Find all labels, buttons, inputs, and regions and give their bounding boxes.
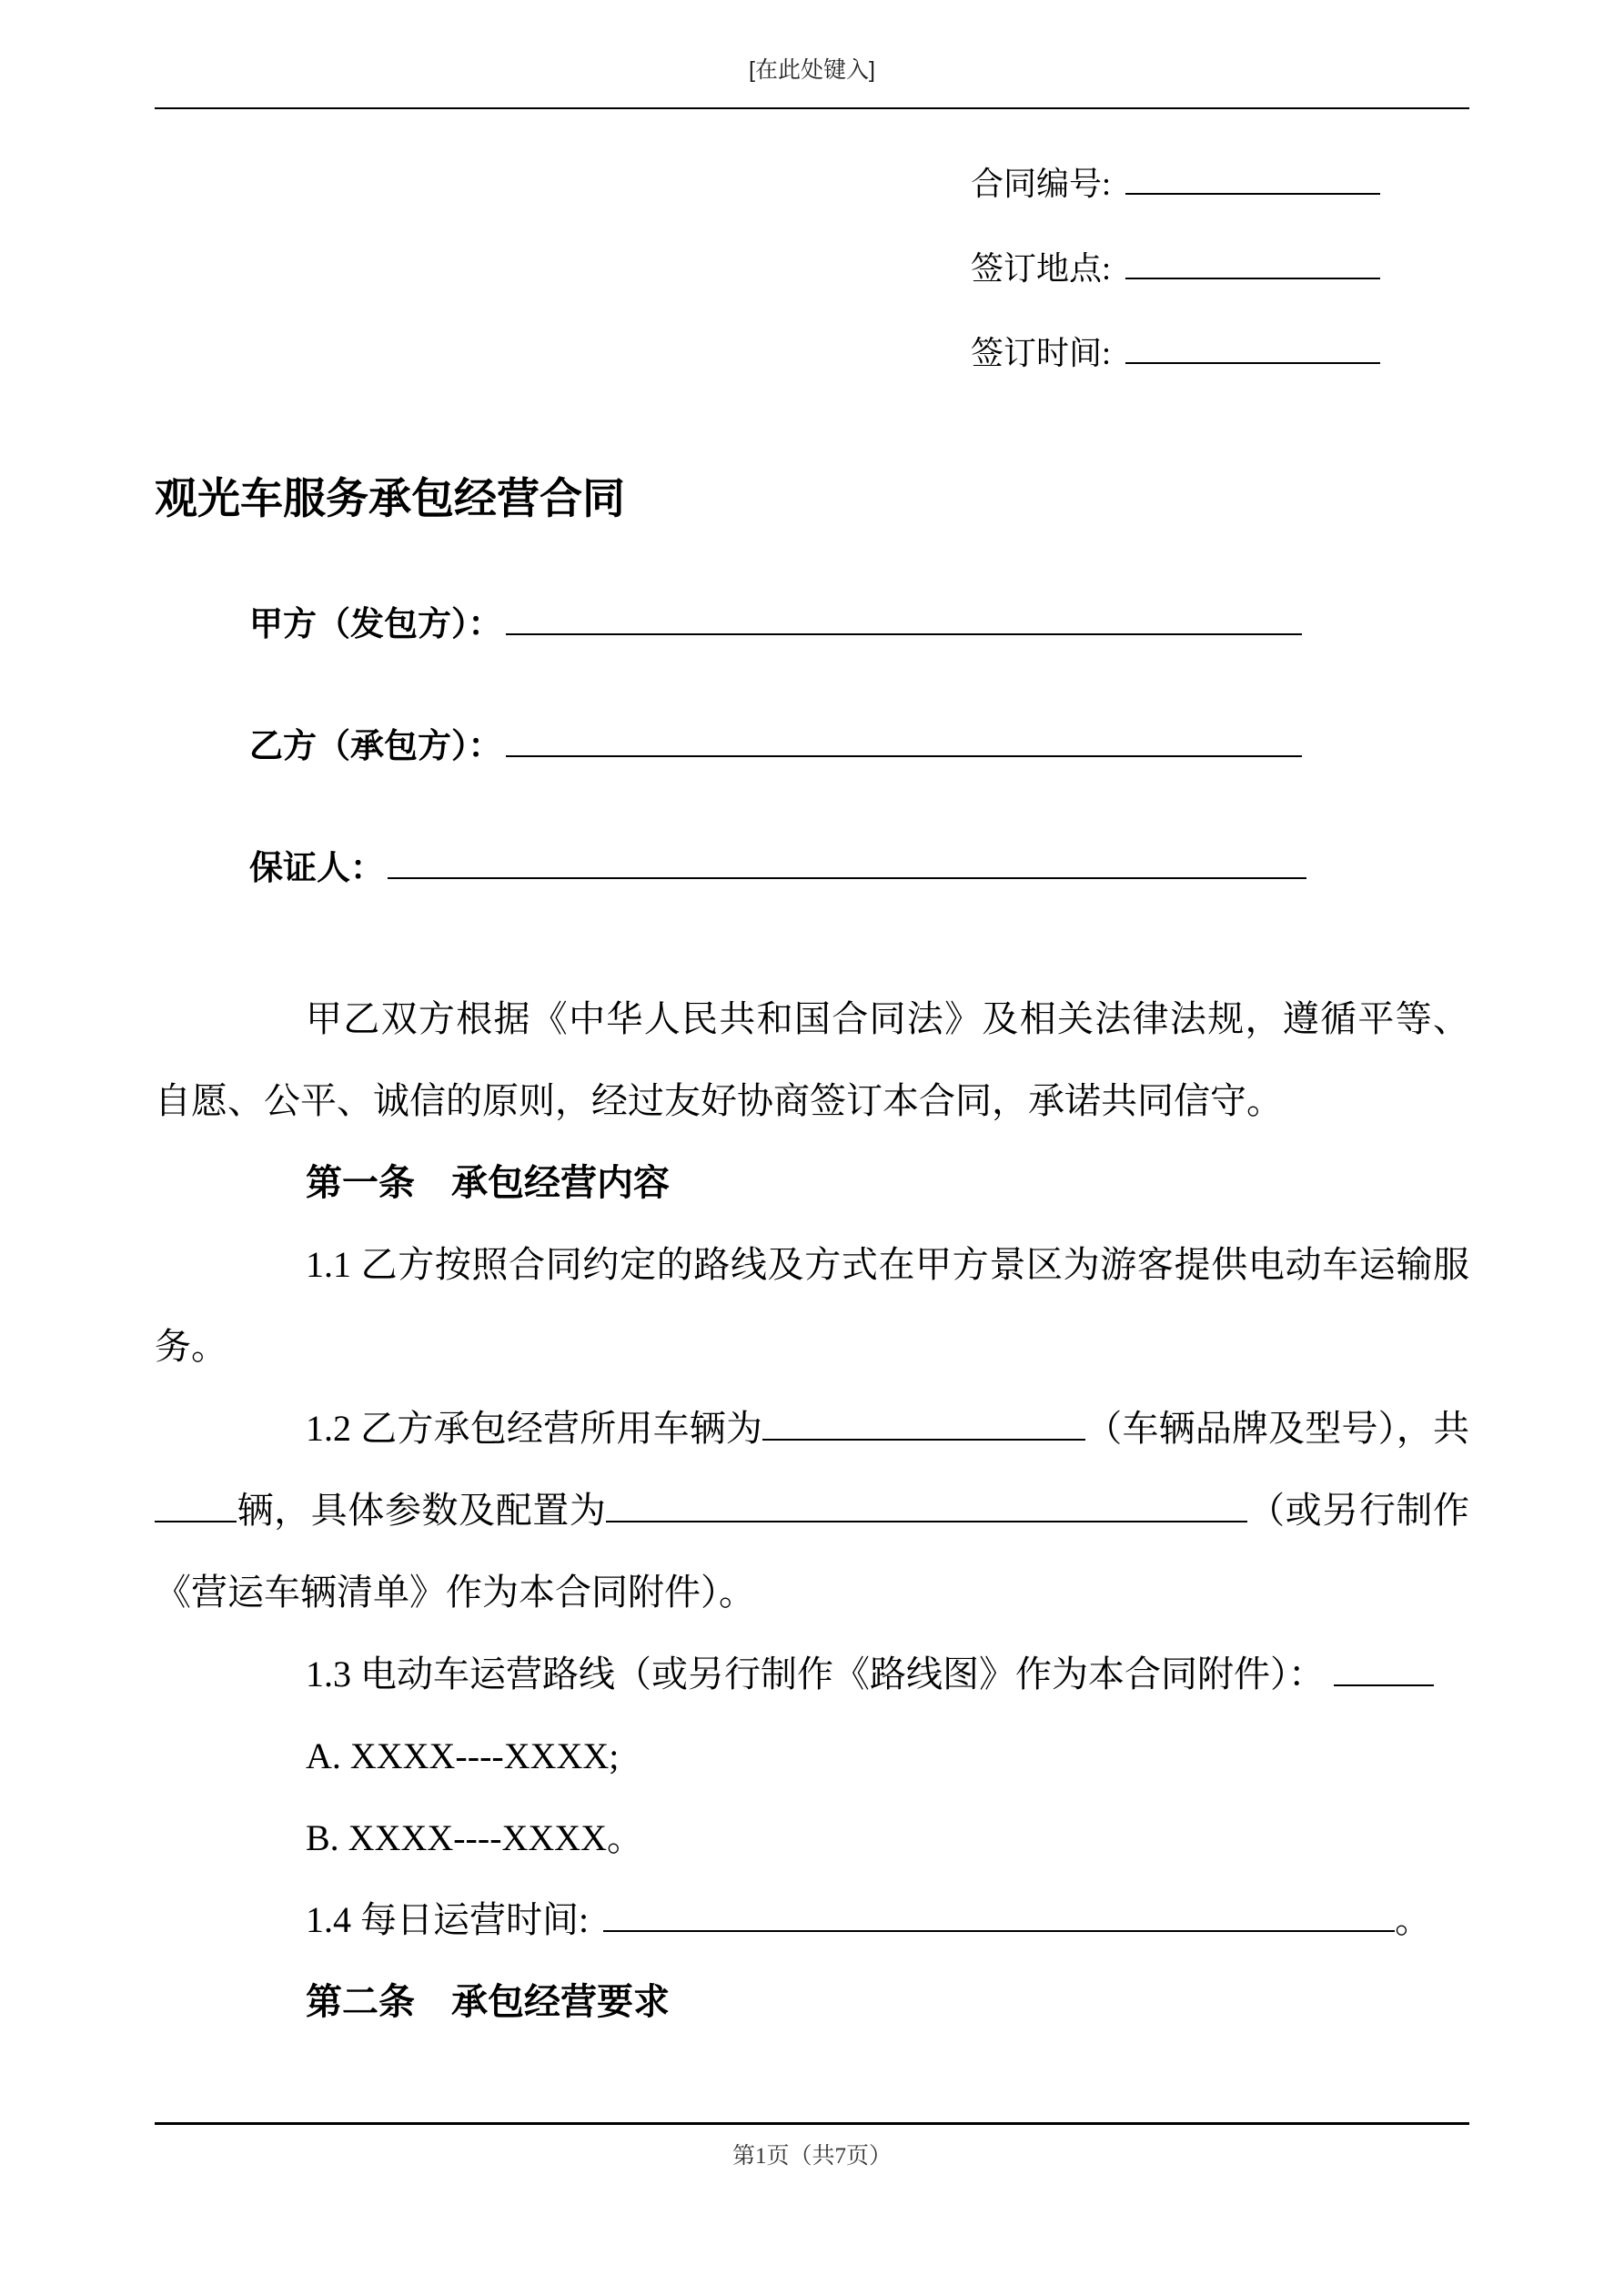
party-b-row (155, 723, 1469, 769)
clause-1-2-seg1: 1.2 乙方承包经营所用车辆为 (306, 1408, 763, 1449)
document-footer (155, 2122, 1469, 2170)
clause-1-4-suffix: 。 (1395, 1899, 1432, 1940)
clause-1-4-label: 1.4 每日运营时间: (306, 1899, 599, 1940)
vehicle-spec-blank[interactable] (606, 1486, 1247, 1522)
signing-time-blank[interactable] (1125, 331, 1380, 364)
party-b-blank[interactable] (506, 723, 1302, 757)
clause-1-2-seg3: 共 (1433, 1408, 1470, 1449)
section-2-heading: 第二条 承包经营要求 (306, 1982, 670, 2022)
document-title: 观光车服务承包经营合同 (155, 474, 625, 522)
signing-place-blank[interactable] (1125, 247, 1380, 279)
clause-1-2 (155, 1388, 1469, 1633)
clause-1-2-seg4: 辆，具体参数及配置为 (237, 1490, 607, 1531)
guarantor-row (155, 845, 1469, 891)
footer-rule (155, 2122, 1469, 2125)
route-b-line: B. XXXX----XXXX。 (306, 1817, 644, 1858)
clause-1-3 (155, 1633, 1469, 1715)
header-placeholder[interactable]: [在此处键入] (749, 57, 875, 83)
contract-number-blank[interactable] (1125, 162, 1380, 195)
contract-number-label: 合同编号: (970, 166, 1111, 202)
party-a-label: 甲方（发包方）： (249, 605, 502, 642)
signing-place-label: 签订地点: (970, 250, 1111, 287)
vehicle-count-blank[interactable] (155, 1486, 237, 1522)
party-a-blank[interactable] (506, 602, 1302, 635)
clause-1-2-seg5: （或另行制作《营运车辆清单》作为本合同附件）。 (155, 1490, 1470, 1613)
signing-time-label: 签订时间: (970, 335, 1111, 371)
guarantor-label: 保证人： (249, 849, 384, 886)
vehicle-model-blank[interactable] (762, 1404, 1085, 1441)
operating-hours-blank[interactable] (603, 1896, 1395, 1932)
document-header (155, 56, 1469, 109)
page-number: 第1页（共7页） (731, 2144, 892, 2169)
intro-paragraph: 甲乙双方根据《中华人民共和国合同法》及相关法律法规，遵循平等、自愿、公平、诚信的原则，经过友好协商签订本合同，承诺共同信守。 (155, 998, 1469, 1121)
route-blank[interactable] (1334, 1650, 1434, 1686)
clause-1-1: 1.1 乙方按照合同约定的路线及方式在甲方景区为游客提供电动车运输服务。 (155, 1244, 1469, 1367)
clause-1-3-text: 1.3 电动车运营路线（或另行制作《路线图》作为本合同附件）： (306, 1654, 1325, 1694)
clause-1-2-seg2: （车辆品牌及型号）， (1085, 1408, 1434, 1449)
contract-number-row (971, 142, 1380, 227)
section-1-heading: 第一条 承包经营内容 (306, 1163, 670, 1203)
signing-time-row (971, 311, 1380, 396)
signing-place-row (971, 227, 1380, 311)
meta-block (155, 142, 1469, 396)
header-rule (155, 107, 1469, 109)
contract-body (155, 978, 1469, 2043)
party-b-label: 乙方（承包方）： (249, 727, 502, 764)
guarantor-blank[interactable] (388, 845, 1306, 879)
party-a-row (155, 602, 1469, 647)
clause-1-4 (155, 1879, 1469, 1961)
route-a-line: A. XXXX----XXXX; (306, 1735, 620, 1776)
